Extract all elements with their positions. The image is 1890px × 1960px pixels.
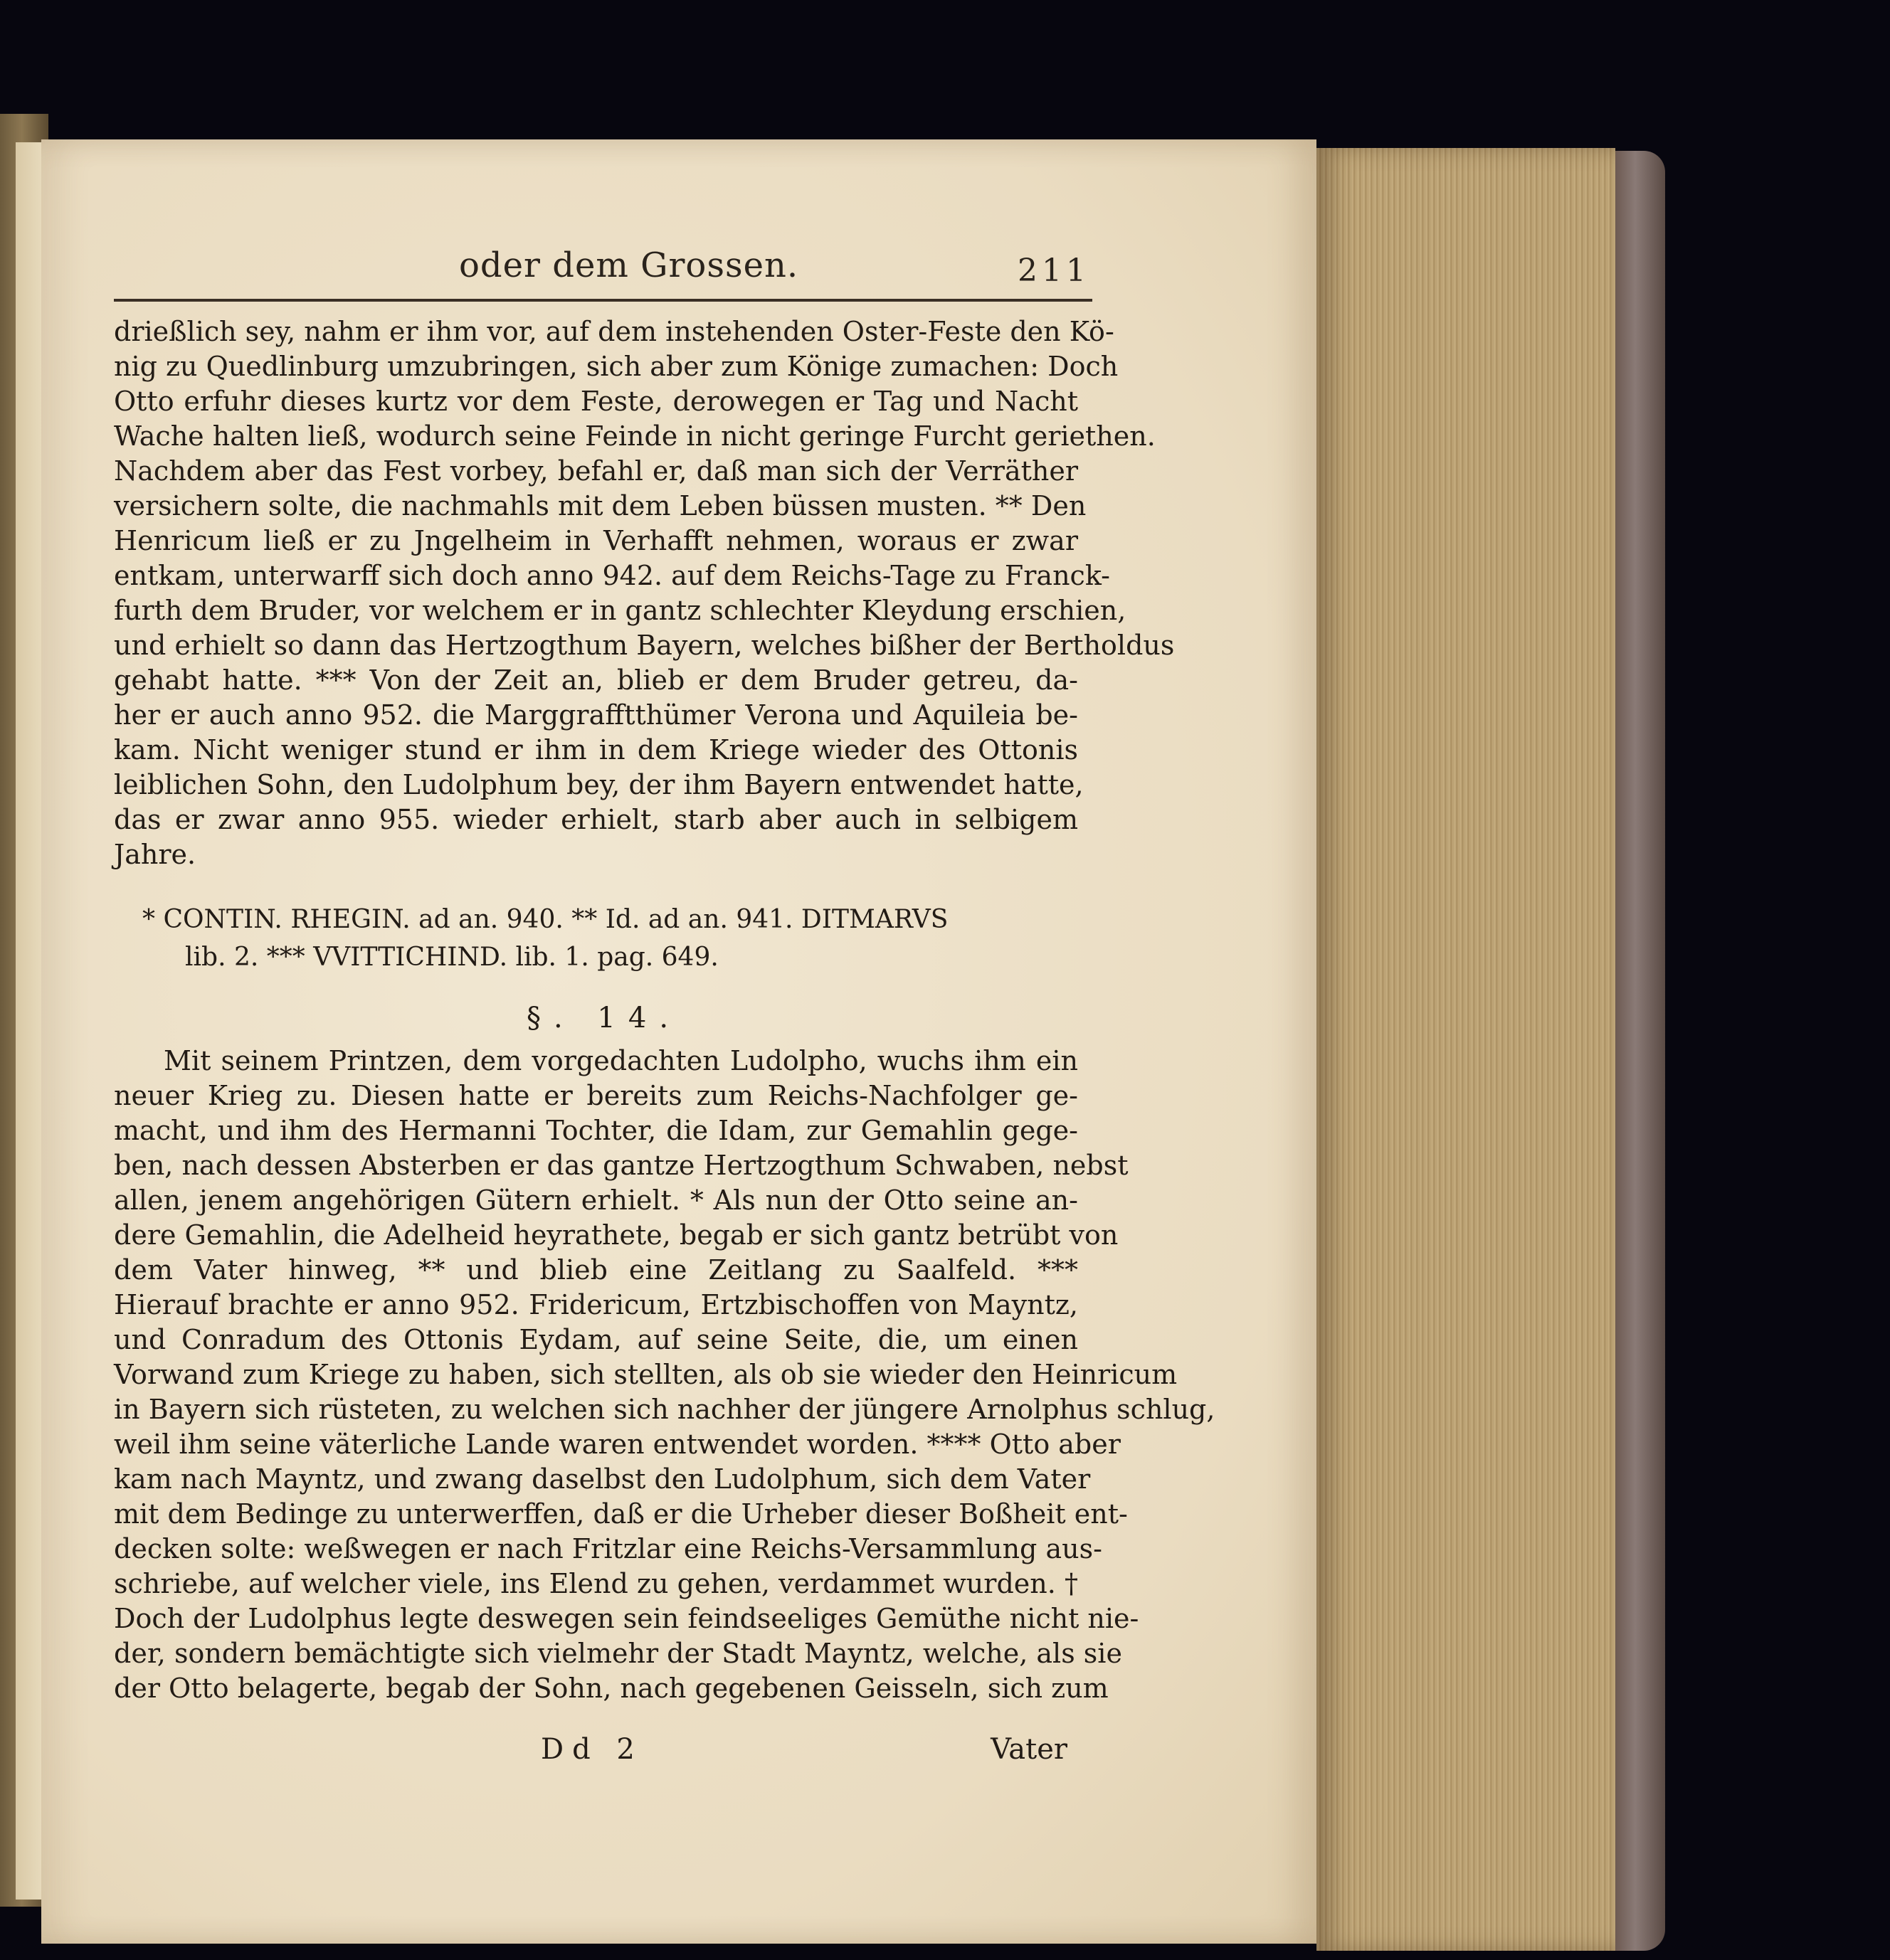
text-line: her er auch anno 952. die Marggrafftthümer Verona und Aquileia be- — [114, 699, 1078, 731]
text-line: und erhielt so dann das Hertzogthum Bayern, welches bißher der Bertholdus — [114, 630, 1175, 661]
book-fore-edge — [1316, 148, 1615, 1951]
text-line: leiblichen Sohn, den Ludolphum bey, der ihm Bayern entwendet hatte, — [114, 769, 1084, 800]
text-line: Doch der Ludolphus legte deswegen sein feindseeliges Gemüthe nicht nie- — [114, 1603, 1139, 1634]
header-rule — [114, 299, 1092, 302]
text-line: der Otto belagerte, begab der Sohn, nach gegebenen Geisseln, sich zum — [114, 1673, 1109, 1704]
text-line: das er zwar anno 955. wieder erhielt, starb aber auch in selbigem — [114, 804, 1078, 835]
text-line: Vorwand zum Kriege zu haben, sich stellten, als ob sie wieder den Heinricum — [114, 1359, 1178, 1390]
text-line: Hierauf brachte er anno 952. Fridericum, Ertzbischoffen von Mayntz, — [114, 1289, 1078, 1320]
text-line: nig zu Quedlinburg umzubringen, sich aber zum Könige zumachen: Doch — [114, 351, 1119, 382]
text-line: gehabt hatte. *** Von der Zeit an, blieb er dem Bruder getreu, da- — [114, 664, 1078, 696]
text-line: ben, nach dessen Absterben er das gantze Hertzogthum Schwaben, nebst — [114, 1150, 1129, 1181]
text-line: und Conradum des Ottonis Eydam, auf seine Seite, die, um einen — [114, 1324, 1078, 1355]
section-heading: §. 14. — [527, 1002, 682, 1034]
footnotes — [114, 901, 1078, 976]
footnote-line: * CONTIN. RHEGIN. ad an. 940. ** Id. ad an. 941. DITMARVS — [142, 905, 949, 934]
text-line: furth dem Bruder, vor welchem er in gantz schlechter Kleydung erschien, — [114, 595, 1126, 626]
page-footer — [114, 1733, 1067, 1773]
text-line: weil ihm seine väterliche Lande waren entwendet worden. **** Otto aber — [114, 1429, 1121, 1460]
catchword: Vater — [991, 1733, 1067, 1766]
paragraph-2 — [114, 1044, 1215, 1706]
text-line: decken solte: weßwegen er nach Fritzlar eine Reichs-Versammlung aus- — [114, 1533, 1102, 1564]
running-head: oder dem Grossen. — [459, 245, 799, 285]
text-line: Nachdem aber das Fest vorbey, befahl er, daß man sich der Verräther — [114, 455, 1078, 487]
text-line: allen, jenem angehörigen Gütern erhielt. * Als nun der Otto seine an- — [114, 1185, 1078, 1216]
text-line: in Bayern sich rüsteten, zu welchen sich nachher der jüngere Arnolphus schlug, — [114, 1394, 1215, 1425]
text-line: versichern solte, die nachmahls mit dem Leben büssen musten. ** Den — [114, 490, 1087, 521]
text-line: entkam, unterwarff sich doch anno 942. auf dem Reichs-Tage zu Franck- — [114, 560, 1111, 591]
text-line: Wache halten ließ, wodurch seine Feinde in nicht geringe Furcht geriethen. — [114, 420, 1156, 452]
text-line: Otto erfuhr dieses kurtz vor dem Feste, derowegen er Tag und Nacht — [114, 386, 1078, 417]
text-line: mit dem Bedinge zu unterwerffen, daß er die Urheber dieser Boßheit ent- — [114, 1498, 1128, 1530]
text-line: neuer Krieg zu. Diesen hatte er bereits zum Reichs-Nachfolger ge- — [114, 1080, 1078, 1111]
text-line: macht, und ihm des Hermanni Tochter, die Idam, zur Gemahlin gege- — [114, 1115, 1078, 1146]
text-line: kam nach Mayntz, und zwang daselbst den Ludolphum, sich dem Vater — [114, 1463, 1091, 1495]
text-line: schriebe, auf welcher viele, ins Elend zu gehen, verdammet wurden. † — [114, 1568, 1078, 1599]
book-cover-edge — [1615, 151, 1665, 1951]
signature-mark: Dd 2 — [541, 1733, 643, 1766]
text-line: Mit seinem Printzen, dem vorgedachten Ludolpho, wuchs ihm ein — [164, 1045, 1078, 1076]
page-number: 211 — [1018, 253, 1090, 289]
text-line: Jahre. — [114, 839, 196, 870]
text-line: drießlich sey, nahm er ihm vor, auf dem instehenden Oster-Feste den Kö- — [114, 316, 1114, 347]
paragraph-1 — [114, 314, 1175, 872]
footnote-line: lib. 2. *** VVITTICHIND. lib. 1. pag. 649. — [185, 943, 719, 972]
text-line: dere Gemahlin, die Adelheid heyrathete, begab er sich gantz betrübt von — [114, 1219, 1119, 1251]
text-line: kam. Nicht weniger stund er ihm in dem Kriege wieder des Ottonis — [114, 734, 1078, 766]
text-line: Henricum ließ er zu Jngelheim in Verhafft nehmen, woraus er zwar — [114, 525, 1078, 556]
text-line: dem Vater hinweg, ** und blieb eine Zeitlang zu Saalfeld. *** — [114, 1254, 1078, 1286]
text-line: der, sondern bemächtigte sich vielmehr der Stadt Mayntz, welche, als sie — [114, 1638, 1122, 1669]
